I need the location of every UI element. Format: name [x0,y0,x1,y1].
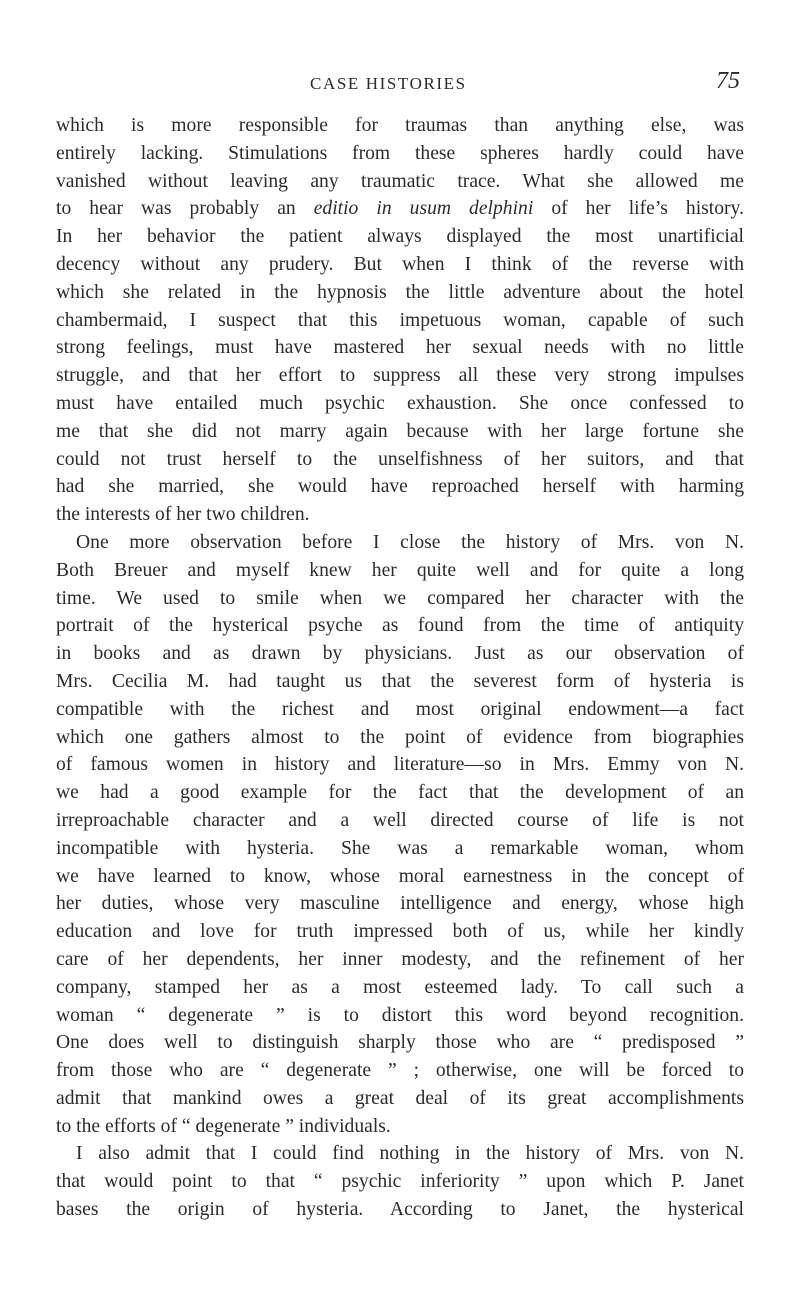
text-line: In her behavior the patient always displayed the most unartificial [56,226,744,248]
page-number: 75 [716,68,740,94]
text-line: which she related in the hypnosis the little adventure about the hotel [56,281,744,303]
text-line: bases the origin of hysteria. According to Janet, the hysterical [56,1199,744,1221]
text-line: must have entailed much psychic exhaustion. She once confessed to [56,392,744,414]
running-title: CASE HISTORIES [310,74,467,93]
text-line: Mrs. Cecilia M. had taught us that the severest form of hysteria is [56,670,744,692]
text-line: One more observation before I close the history of Mrs. von N. [76,531,744,553]
text-line: decency without any prudery. But when I think of the reverse with [56,253,744,275]
text-line: of famous women in history and literature—so in Mrs. Emmy von N. [56,754,744,776]
text-line: me that she did not marry again because with her large fortune she [56,420,744,442]
text-line: to the efforts of “ degenerate ” individuals. [56,1115,391,1137]
text-line: incompatible with hysteria. She was a remarkable woman, whom [56,837,744,859]
text-line: Both Breuer and myself knew her quite well and for quite a long [56,559,744,581]
text-line: admit that mankind owes a great deal of its great accomplishments [56,1087,744,1109]
text-line: irreproachable character and a well directed course of life is not [56,809,744,831]
text-line: could not trust herself to the unselfishness of her suitors, and that [56,448,744,470]
text-line: the interests of her two children. [56,504,310,526]
text-line: I also admit that I could find nothing in the history of Mrs. von N. [76,1143,744,1165]
text-line: which one gathers almost to the point of evidence from biographies [56,726,744,748]
text-line: company, stamped her as a most esteemed lady. To call such a [56,976,744,998]
text-line: chambermaid, I suspect that this impetuous woman, capable of such [56,309,744,331]
text-line: One does well to distinguish sharply those who are “ predisposed ” [56,1032,744,1054]
text-line: her duties, whose very masculine intelligence and energy, whose high [56,893,744,915]
text-line: from those who are “ degenerate ” ; otherwise, one will be forced to [56,1060,744,1082]
text-segment: to hear was probably an [56,198,314,220]
text-segment: of her life’s history. [533,198,744,220]
text-line: time. We used to smile when we compared her character with the [56,587,744,609]
text-line: portrait of the hysterical psyche as found from the time of antiquity [56,615,744,637]
text-line: that would point to that “ psychic inferiority ” upon which P. Janet [56,1171,744,1193]
text-line: woman “ degenerate ” is to distort this word beyond recognition. [56,1004,744,1026]
body-text [56,112,744,1224]
text-line: we have learned to know, whose moral earnestness in the concept of [56,865,744,887]
text-line: compatible with the richest and most original endowment—a fact [56,698,744,720]
text-line [56,195,744,223]
text-line: care of her dependents, her inner modesty, and the refinement of her [56,948,744,970]
italic-phrase: editio in usum delphini [313,198,534,220]
text-line: education and love for truth impressed both of us, while her kindly [56,921,744,943]
text-line: vanished without leaving any traumatic trace. What she allowed me [56,170,744,192]
text-line: struggle, and that her effort to suppress all these very strong impulses [56,365,744,387]
text-line: strong feelings, must have mastered her sexual needs with no little [56,337,744,359]
text-line: in books and as drawn by physicians. Just as our observation of [56,643,744,665]
running-head [310,68,740,100]
text-line: had she married, she would have reproached herself with harming [56,476,744,498]
text-line: we had a good example for the fact that the development of an [56,782,744,804]
text-line: entirely lacking. Stimulations from these spheres hardly could have [56,142,744,164]
text-line: which is more responsible for traumas than anything else, was [56,115,744,136]
